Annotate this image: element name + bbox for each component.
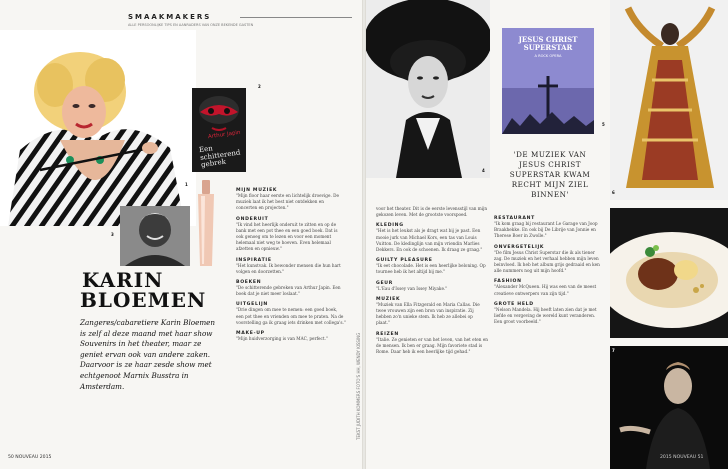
column-2-label-4: MUZIEK (376, 296, 401, 302)
callas-photo (366, 0, 490, 178)
section-subtitle: ALLE PERSOONLIJKE TIPS EN AANRADERS VAN ONZE BEKENDE GASTEN (128, 23, 254, 27)
column-1-text-5: "Mijn huidverzorging is van MAC, perfect." (236, 336, 328, 342)
section-title: SMAAKMAKERS (128, 13, 212, 21)
caption-7: 7 (612, 348, 615, 353)
folio-left: 50 NOUVEAU 2015 (8, 455, 52, 460)
column-2-text-5: "Italie. Ze genieten er van het leven, van het eten en de mensen. Ik ben er graag. Mijn favoriete stad is Rome. Daar heb ik een heerlijke tijd gehad." (376, 336, 488, 355)
column-2-text-4: "Muziek van Ella Fitzgerald en Maria Callas. Die twee vrouwen zijn een bron van inspiratie. Zij hebben zo'n unieke stem. Ik heb ze allebei op plaat." (376, 301, 480, 326)
section-rule (240, 17, 352, 18)
column-1-label-1: ONDERUIT (236, 216, 269, 222)
pull-quote: 'DE MUZIEK VAN JESUS CHRIST SUPERSTAR KWAM RECHT MIJN ZIEL BINNEN' (509, 150, 591, 199)
column-1-label-3: BOEKEN (236, 280, 262, 286)
column-1-label-4: UITGELIJN (236, 302, 268, 308)
column-2-text-2: "Ik eet chocolade. Het is een heerlijke beloning. Op tournee heb ik het altijd bij me." (376, 263, 486, 275)
book-cover (192, 88, 246, 172)
stage-photo (610, 346, 728, 469)
mandela-photo (120, 206, 190, 266)
column-1-text-3: "De schitterende gebreken van Arthur Japin. Een boek dat je niet meer loslaat." (236, 285, 341, 297)
column-1-text-1: "Ik vind het heerlijk onderuit te zitten en op de bank met een pot thee en een goed boek. Dat is ook genoeg om te lezen en voor een moment helemaal niet weg te hoeven. Even helemaal afzetten en opnieuw." (236, 221, 338, 252)
column-2-label-3: GEUR (376, 280, 393, 286)
album-cover (502, 28, 594, 134)
column-2-label-5: REIZEN (376, 331, 399, 337)
spine-credits: TEKST JUDITH KOMMERS FOTO'S HH, WENDY KISSING (356, 332, 361, 440)
column-1-text-4: "Drie dingen om mee te nemen: een goed boek, een pot thee en vrienden om mee te praten. Na de voorstelling ga ik graag iets drinken met collega's." (236, 307, 346, 325)
karin-photo (0, 30, 196, 226)
column-2-text-1: "Het is het leukst als je dragt wat bij je past. Een mooie jurk van Michael Kors, een tas van Louis Vuitton. De kledinglijn van mijn vriendin Marlies Dekkers. En ook de schoenen. Ik draag ze graag." (376, 228, 483, 253)
column-3-label-3: GROTE HELD (494, 301, 534, 307)
column-3-text-2: "Alexander McQueen. Hij was een van de meest creatieve ontwerpers van zijn tijd." (494, 284, 597, 296)
caption-5: 5 (602, 122, 605, 127)
caption-4: 4 (482, 168, 485, 173)
last-name: BLOEMEN (80, 288, 207, 312)
column-1-text-0: "Mijn floor haar eerste en lichtelijk droevige. De muziek laat ik het best niet ontdekken en concerten en projecten." (236, 193, 339, 211)
column-2 (376, 206, 488, 355)
column-1-label-5: MAKE-UP (236, 331, 265, 337)
caption-1: 1 (185, 182, 188, 187)
first-name: KARIN (82, 268, 164, 292)
column-1 (236, 188, 346, 342)
folio-right: 2015 NOUVEAU 51 (660, 455, 704, 460)
book-title: Een schitterend gebrek (198, 144, 241, 169)
book-author: Arthur Japin (207, 129, 241, 141)
food-photo (610, 208, 728, 338)
column-3-label-2: FASHION (494, 279, 522, 285)
column-1-label-0: MIJN MUZIEK (236, 188, 278, 193)
column-2-text-3: "L'Eau d'Issey van Issey Miyake." (376, 285, 448, 291)
column-3-label-1: ONVERGETELIJK (494, 244, 545, 250)
column-2-label-1: KLEDING (376, 223, 404, 229)
perfume-bottle (192, 180, 220, 268)
column-1-text-2: "Het kunstvak. Ik bewonder mensen die hun hart volgen en doorzetten." (236, 262, 341, 274)
column-3 (494, 216, 602, 325)
intro-text: Zangeres/cabaretiere Karin Bloemen is zelf al deze maand met haar show Souvenirs in het theater, maar ze geniet ervan ook van andere zaken. Daarvoor is ze haar zesde show met echtgenoot Marnix Busstra in Amsterdam. (80, 318, 216, 391)
caption-2: 2 (258, 84, 261, 89)
caption-6: 6 (612, 190, 615, 195)
column-3-text-3: "Nelson Mandela. Hij heeft laten zien dat je met liefde en vergeving de wereld kunt veranderen. Een groot voorbeeld." (494, 306, 597, 325)
fashion-photo (610, 0, 728, 200)
column-1-label-2: INSPIRATIE (236, 257, 272, 263)
column-3-text-1: "De film Jesus Christ Superstar die ik als tiener zag. De muziek en het verhaal hebben mijn leven beinvloed. Ik heb het album grijs gedraaid en ken alle nummers nog uit mijn hoofd." (494, 249, 600, 274)
caption-3: 3 (111, 232, 114, 237)
column-2-text-0: voor het theater. Dit is de eerste levensstijl van mijn gekozen leven. Met de grootste voorspoed. (376, 206, 488, 218)
column-3-text-0: "Ik kom graag bij restaurant Le Garage van Joop Braakhekke. En ook bij De Librije van Jonnie en Therese Boer in Zwolle." (494, 221, 598, 239)
album-title: JESUS CHRIST SUPERSTAR (518, 35, 578, 52)
column-3-label-0: RESTAURANT (494, 216, 535, 221)
album-subtitle: A ROCK OPERA (534, 54, 562, 58)
column-2-label-2: GUILTY PLEASURE (376, 258, 433, 264)
